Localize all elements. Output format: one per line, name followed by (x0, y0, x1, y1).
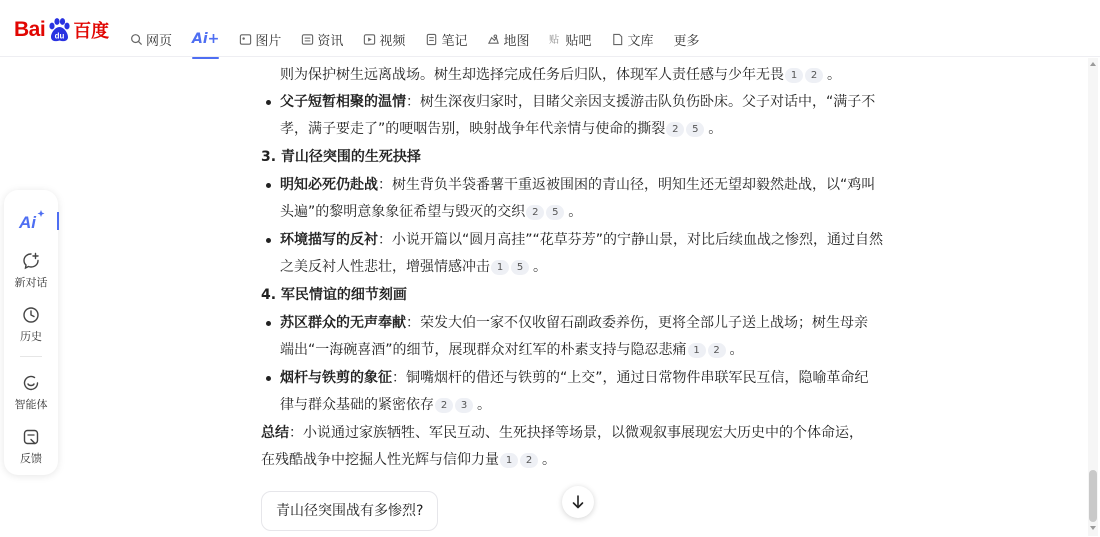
answer-line: 则为保护树生远离战场。树生却选择完成任务后归队，体现军人责任感与少年无畏 1 2 。 (280, 67, 841, 83)
tab-web[interactable] (130, 28, 172, 50)
suggested-question[interactable]: 青山径突围战有多惨烈? (261, 491, 438, 531)
new-chat-button[interactable] (4, 252, 58, 290)
top-bar (0, 0, 1100, 57)
scrollbar-thumb[interactable] (1089, 470, 1097, 522)
agent-icon (22, 374, 40, 392)
ai-assistant-button[interactable] (16, 206, 46, 236)
summary-title: 总结 (261, 425, 289, 441)
side-label: 反馈 (20, 452, 42, 465)
search-tabs (130, 28, 720, 50)
citation-badge[interactable]: 3 (455, 398, 473, 413)
history-icon (22, 306, 40, 324)
history-button[interactable] (4, 306, 58, 344)
svg-text:贴: 贴 (549, 34, 560, 46)
news-icon (301, 33, 314, 46)
sidebar-divider (20, 356, 42, 357)
tab-label: 网页 (146, 33, 173, 49)
note-icon (425, 33, 438, 46)
scroll-down-arrow-icon[interactable] (1089, 524, 1097, 532)
active-indicator (57, 212, 59, 230)
tab-ai-plus[interactable] (192, 28, 219, 50)
citation-badge[interactable]: 2 (435, 398, 453, 413)
baidu-paw-icon (46, 17, 72, 43)
svg-text:du: du (54, 31, 65, 41)
citation-badge[interactable]: 5 (511, 260, 529, 275)
citation-badge[interactable]: 5 (686, 122, 704, 137)
tab-video[interactable] (363, 28, 405, 50)
tab-more[interactable] (674, 28, 700, 50)
section-heading: 3. 青山径突围的生死抉择 (261, 149, 421, 165)
map-icon (487, 33, 500, 46)
citation-badge[interactable]: 2 (666, 122, 684, 137)
tab-label: 视频 (379, 33, 406, 49)
citation-badge[interactable]: 2 (520, 453, 538, 468)
tieba-icon (549, 33, 562, 46)
list-item: 父子短暂相聚的温情：树生深夜归家时，目睹父亲因支援游击队负伤卧床。父子对话中，“满子不 孝，满子要走了”的哽咽告别，映射战争年代亲情与使命的撕裂 2 5 。 (261, 89, 901, 143)
arrow-down-icon (570, 494, 586, 510)
section-heading: 4. 军民情谊的细节刻画 (261, 287, 407, 303)
tab-label: 贴吧 (565, 33, 592, 49)
tab-label: 笔记 (441, 33, 468, 49)
tab-label: 更多 (673, 33, 700, 49)
citation-badge[interactable]: 1 (491, 260, 509, 275)
ai-logo-icon (16, 206, 46, 236)
citation-badge[interactable]: 1 (785, 68, 803, 83)
tab-label: 图片 (255, 33, 282, 49)
citation-badge[interactable]: 2 (805, 68, 823, 83)
tab-label: 资讯 (317, 33, 344, 49)
list-item: 苏区群众的无声奉献：荣发大伯一家不仅收留石副政委养伤，更将全部儿子送上战场；树生母亲 端出“一海碗喜酒”的细节，展现群众对红军的朴素支持与隐忍悲痛 1 2 。 (261, 310, 901, 364)
scroll-to-bottom-button[interactable] (562, 486, 594, 518)
citation-badge[interactable]: 1 (500, 453, 518, 468)
tab-map[interactable] (487, 28, 529, 50)
logo-text-latin: Bai (14, 18, 46, 41)
agent-button[interactable] (4, 374, 58, 412)
tab-news[interactable] (301, 28, 343, 50)
tab-wenku[interactable] (611, 28, 653, 50)
citation-badge[interactable]: 5 (546, 205, 564, 220)
bullet-title: 明知必死仍赴战 (280, 177, 378, 193)
feedback-icon (22, 428, 40, 446)
list-item: 烟杆与铁剪的象征：铜嘴烟杆的借还与铁剪的“上交”，通过日常物件串联军民互信，隐喻革命纪 律与群众基础的紧密依存 2 3 。 (261, 365, 901, 419)
bullet-title: 烟杆与铁剪的象征 (280, 370, 392, 386)
side-label: 智能体 (14, 398, 48, 411)
video-icon (363, 33, 376, 46)
summary: 总结：小说通过家族牺牲、军民互动、生死抉择等场景，以微观叙事展现宏大历史中的个体命运， 在残酷战争中挖掘人性光辉与信仰力量 1 2 。 (261, 425, 863, 468)
tab-label: 地图 (503, 33, 530, 49)
tab-notes[interactable] (425, 28, 467, 50)
logo-text-cn: 百度 (73, 21, 110, 42)
wenku-icon (611, 33, 624, 46)
bullet-title: 苏区群众的无声奉献 (280, 315, 406, 331)
image-icon (239, 33, 252, 46)
tab-images[interactable] (239, 28, 281, 50)
new-chat-icon (22, 252, 40, 270)
list-item: 明知必死仍赴战：树生背负半袋番薯干重返被围困的青山径，明知生还无望却毅然赴战，以“鸡叫 头遍”的黎明意象象征希望与毁灭的交织 2 5 。 (261, 172, 901, 226)
ai-sidebar (4, 190, 58, 475)
tab-tieba[interactable] (549, 28, 591, 50)
citation-badge[interactable]: 1 (688, 343, 706, 358)
search-icon (130, 33, 143, 46)
tab-label: Ai+ (192, 31, 220, 47)
scroll-up-arrow-icon[interactable] (1089, 60, 1097, 68)
side-label: 新对话 (14, 276, 48, 289)
citation-badge[interactable]: 2 (526, 205, 544, 220)
side-label: 历史 (20, 330, 42, 343)
scrollbar-track[interactable] (1088, 58, 1098, 536)
svg-text:Ai: Ai (19, 213, 36, 232)
baidu-logo[interactable] (14, 16, 109, 44)
bullet-title: 父子短暂相聚的温情 (280, 94, 406, 110)
tab-label: 文库 (627, 33, 654, 49)
ai-answer (261, 62, 901, 474)
list-item: 环境描写的反衬：小说开篇以“圆月高挂”“花草芬芳”的宁静山景，对比后续血战之惨烈，通过自然 之美反衬人性悲壮，增强情感冲击 1 5 。 (261, 227, 901, 281)
bullet-title: 环境描写的反衬 (280, 232, 378, 248)
citation-badge[interactable]: 2 (708, 343, 726, 358)
feedback-button[interactable] (4, 428, 58, 466)
